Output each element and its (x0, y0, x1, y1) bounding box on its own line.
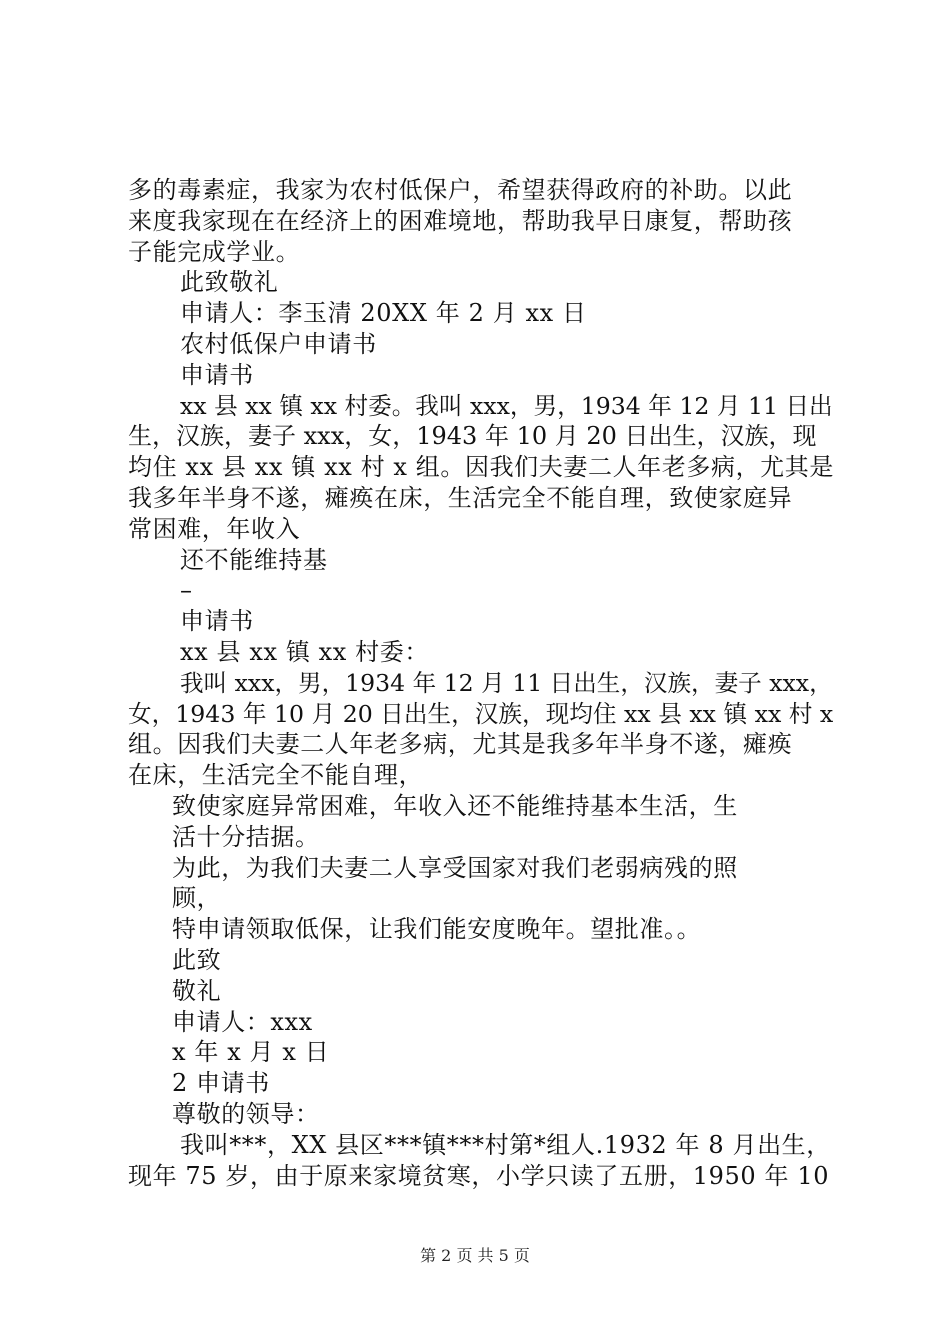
section-title: 申请书 (180, 360, 254, 389)
text-line: 现年 75 岁，由于原来家境贫寒，小学只读了五册，1950 年 10 (128, 1161, 830, 1190)
text-line: 顾， (172, 884, 222, 913)
text-line: 我多年半身不遂，瘫痪在床，生活完全不能自理，致使家庭异 (128, 483, 793, 512)
text-line: 常困难，年收入 (128, 514, 301, 543)
text-line: 子能完成学业。 (128, 237, 301, 266)
text-line: 在床，生活完全不能自理， (128, 761, 424, 790)
document-body (128, 175, 833, 1191)
text-line: 活十分拮据。 (172, 822, 320, 851)
text-line: 我叫 xxx，男，1934 年 12 月 11 日出生，汉族，妻子 xxx， (180, 668, 833, 697)
text-line: 此致敬礼 (180, 268, 279, 297)
text-line: 来度我家现在在经济上的困难境地，帮助我早日康复，帮助孩 (128, 206, 793, 235)
text-line: xx 县 xx 镇 xx 村委。我叫 xxx，男，1934 年 12 月 11 日出 (180, 391, 833, 420)
text-line: 我叫***，XX 县区***镇***村第*组人.1932 年 8 月出生， (180, 1130, 831, 1159)
text-line: 生，汉族，妻子 xxx，女，1943 年 10 月 20 日出生，汉族，现 (128, 422, 817, 451)
addressee-line: xx 县 xx 镇 xx 村委： (180, 637, 429, 666)
applicant-line: 申请人：xxx (172, 1007, 313, 1036)
text-line: 多的毒素症，我家为农村低保户，希望获得政府的补助。以此 (128, 176, 793, 204)
text-line: 敬礼 (172, 976, 222, 1005)
page-footer: 第 2 页 共 5 页 (420, 1246, 530, 1265)
section-title: 农村低保户申请书 (180, 329, 377, 358)
dash-line: – (180, 576, 193, 605)
text-line: 还不能维持基 (180, 545, 328, 574)
text-line: 特申请领取低保，让我们能安度晚年。望批准。。 (172, 915, 702, 944)
applicant-line: 申请人：李玉清 20XX 年 2 月 xx 日 (180, 299, 587, 328)
text-line: 致使家庭异常困难，年收入还不能维持基本生活，生 (172, 791, 738, 820)
section-title: 申请书 (180, 607, 254, 636)
addressee-line: 尊敬的领导： (172, 1099, 320, 1128)
text-line: 为此，为我们夫妻二人享受国家对我们老弱病残的照 (172, 853, 738, 882)
date-line: x 年 x 月 x 日 (172, 1038, 330, 1067)
section-title: 2 申请书 (172, 1069, 270, 1098)
text-line: 均住 xx 县 xx 镇 xx 村 x 组。因我们夫妻二人年老多病，尤其是 (128, 453, 834, 482)
text-line: 此致 (172, 945, 222, 974)
text-line: 组。因我们夫妻二人年老多病，尤其是我多年半身不遂，瘫痪 (128, 730, 793, 759)
text-line: 女，1943 年 10 月 20 日出生，汉族，现均住 xx 县 xx 镇 xx 村 x (128, 699, 834, 728)
